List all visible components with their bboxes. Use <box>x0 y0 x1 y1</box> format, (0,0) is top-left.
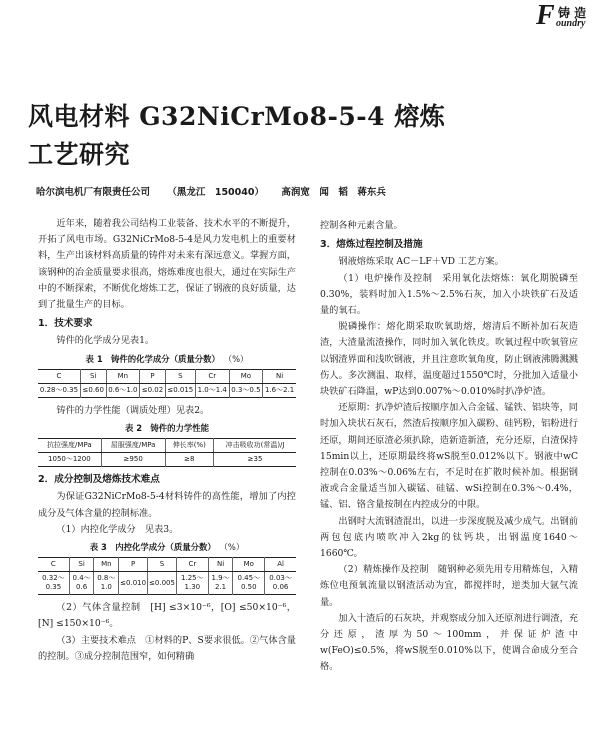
paragraph: 铸件的力学性能（调质处理）见表2。 <box>56 404 210 416</box>
table-3-title: 表 3 内控化学成分（质量分数） <box>89 542 216 553</box>
t2-header: 抗拉强度/MPa <box>38 439 101 453</box>
paragraph: 铸件的化学成分见表1。 <box>56 335 155 347</box>
table-1-unit: （%） <box>227 353 249 364</box>
t3-cell: 1.9～2.1 <box>208 572 233 595</box>
t1-header: Si <box>80 369 106 383</box>
brand-letter: F <box>536 0 555 31</box>
table-1 <box>38 369 296 398</box>
t2-cell: ≥35 <box>214 453 296 467</box>
t1-header: S <box>165 369 195 383</box>
right-column <box>320 218 578 676</box>
t1-header: Mn <box>106 369 140 383</box>
title-line-2: 工艺研究 <box>28 140 131 169</box>
section-1-heading: 1．技术要求 <box>38 318 93 330</box>
t3-cell: 1.25～1.30 <box>176 572 208 595</box>
paragraph: （2）精炼操作及控制 随钢种必须先用专用精炼包，入精炼位电预氧流量以钢渣活动为宜，都搅拌时，逆类加大氩气流量。 <box>320 564 578 608</box>
table-2 <box>38 438 296 467</box>
authors: 高润宽 闻 韬 蒋东兵 <box>281 187 386 198</box>
paragraph: （1）电炉操作及控制 采用氧化法熔炼：氧化期脱磷至0.30%，装料时加入1.5%～2.5%石灰，加入小块铁矿石及适量的氧石。 <box>320 272 578 317</box>
paragraph: 钢液熔炼采取 AC－LF＋VD 工艺方案。 <box>338 256 504 268</box>
paragraph: 为保证G32NiCrMo8-5-4材料铸件的高性能，增加了内控成分及气体含量的控制标准。 <box>38 491 296 519</box>
t1-cell: ≤0.60 <box>80 383 106 397</box>
t3-header: Ni <box>208 558 233 572</box>
t1-header: Cr <box>195 369 229 383</box>
paragraph: 控制各种元素含量。 <box>320 220 403 231</box>
paragraph: 还原期：扒净炉渣后按顺序加入合金锰、锰铁、铝块等，同时加入块状石灰石，然渣后按顺序加入碳粉、硅钙粉，铝粉进行还原，期间还原渣必须扒除，造新造新渣，充分还原，白渣保持15min以上，还原期最终将wS脱至0.012%以下。钢液中wC控制在0.03%～0.06%左右，不足时在扩散时候补加。根据钢液或合金量适当加入碳锰、硅锰、wSi控制在0.3%～0.4%，锰、铝、铬含量按制在内控成分的中限。 <box>320 402 578 511</box>
paragraph: （2）气体含量控制 [H] ≤3×10⁻⁶，[O] ≤50×10⁻⁶，[N] ≤150×10⁻⁶。 <box>38 602 296 630</box>
t2-header: 屈服强度/MPa <box>101 439 165 453</box>
table-1-title: 表 1 铸件的化学成分（质量分数） <box>85 353 220 364</box>
t2-cell: ≥8 <box>165 453 213 467</box>
t3-cell: 0.45～0.50 <box>233 572 265 595</box>
table-1-caption <box>38 351 296 367</box>
t1-cell: 1.0～1.4 <box>195 383 229 397</box>
t3-cell: 0.32～0.35 <box>42 574 65 592</box>
t1-cell: 0.3～0.5 <box>229 383 263 397</box>
t3-header: Cr <box>176 558 208 572</box>
t3-header: P <box>119 558 148 572</box>
t3-cell: ≤0.010 <box>119 572 148 595</box>
affiliation: 哈尔滨电机厂有限责任公司 <box>36 187 151 198</box>
t3-cell: 0.03～0.06 <box>265 572 296 595</box>
t3-header: Al <box>265 558 296 572</box>
article-title <box>28 98 548 174</box>
paragraph: 出钢时大流钢渣混出，以进一步深度脱及减少成气。出钢前两包包底内喷吹冲入2kg的钛钙块，出钢温度1640～1660℃。 <box>320 515 578 560</box>
t1-header: C <box>38 369 80 383</box>
paragraph: 加入十渣后的石灰块，并观察成分加入还原剂进行调渣，充分还原，渣厚为50～100mm，并保证炉渣中w(FeO)≤0.5%，将wS脱至0.010%以下，使调合命成分至合格。 <box>320 612 578 673</box>
table-3-unit: （%） <box>223 542 245 553</box>
section-2-heading: 2．成分控制及熔炼技术难点 <box>38 474 160 486</box>
t1-cell: 0.6～1.0 <box>106 383 140 397</box>
left-column <box>38 216 296 665</box>
t3-cell: 0.8～1.0 <box>94 572 119 595</box>
t1-header: Ni <box>263 369 296 383</box>
table-2-caption: 表 2 铸件的力学性能 <box>124 423 210 434</box>
t1-cell: ≤0.02 <box>140 383 166 397</box>
intro-paragraph: 近年来，随着我公司结构工业装备、技术水平的不断提升，开拓了风电市场。G32NiCrMo8-5-4是风力发电机上的重要材料，生产出该材料高质量的铸件对未来有深远意义。掌握方面，该钢种的冶金质量要求很高，熔炼难度也很大，通过在实际生产中的不断探索，不断优化熔炼工艺，保证了钢液的良好质量，达到了批量生产的目标。 <box>38 218 296 311</box>
t3-cell: 0.4～0.6 <box>69 572 94 595</box>
journal-brand <box>536 2 594 32</box>
t3-header: Mn <box>94 558 119 572</box>
t1-cell: 1.6～2.1 <box>263 383 296 397</box>
t3-header: C <box>38 558 69 572</box>
t3-header: Mo <box>233 558 265 572</box>
t3-header: S <box>148 558 177 572</box>
t1-cell: ≤0.015 <box>165 383 195 397</box>
t1-header: Mo <box>229 369 263 383</box>
paragraph: （1）内控化学成分 见表3。 <box>56 523 179 535</box>
paragraph: （3）主要技术难点 ①材料的P、S要求很低。②气体含量的控制。③成分控制范围窄，如何精确 <box>38 634 296 662</box>
brand-en: oundry <box>556 18 586 29</box>
table-3-caption <box>38 539 296 555</box>
section-3-heading: 3．熔炼过程控制及措施 <box>320 239 423 251</box>
t1-cell: 0.28～0.35 <box>39 385 79 394</box>
t3-cell: ≤0.005 <box>148 572 177 595</box>
t2-cell: 1050～1200 <box>48 455 91 464</box>
t2-header: 伸长率(%) <box>165 439 213 453</box>
title-line-1: 风电材料 G32NiCrMo8-5-4 熔炼 <box>28 102 446 131</box>
t1-header: P <box>140 369 166 383</box>
t2-cell: ≥950 <box>101 453 165 467</box>
brand-zh: 铸 造 <box>558 6 587 20</box>
t2-header: 冲击吸收功(常温)/J <box>214 439 296 453</box>
table-3 <box>38 557 296 595</box>
t3-header: Si <box>69 558 94 572</box>
paragraph: 脱磷操作：熔化期采取吹氧助熔，熔清后不断补加石灰造渣，大渣量流渣操作，同时加入氧化铁皮。吹氧过程中吹氧管应以钢渣界面和浅吹钢液，并且注意吹氧角度，防止钢液沸腾溅溅伤人。多次测温、取样，温度超过1550℃时，分批加入适量小块铁矿石降温，wP达到0.007%～0.010%时扒净炉渣。 <box>320 321 578 398</box>
author-line <box>36 184 576 198</box>
location: （黑龙江 150040） <box>167 187 264 198</box>
